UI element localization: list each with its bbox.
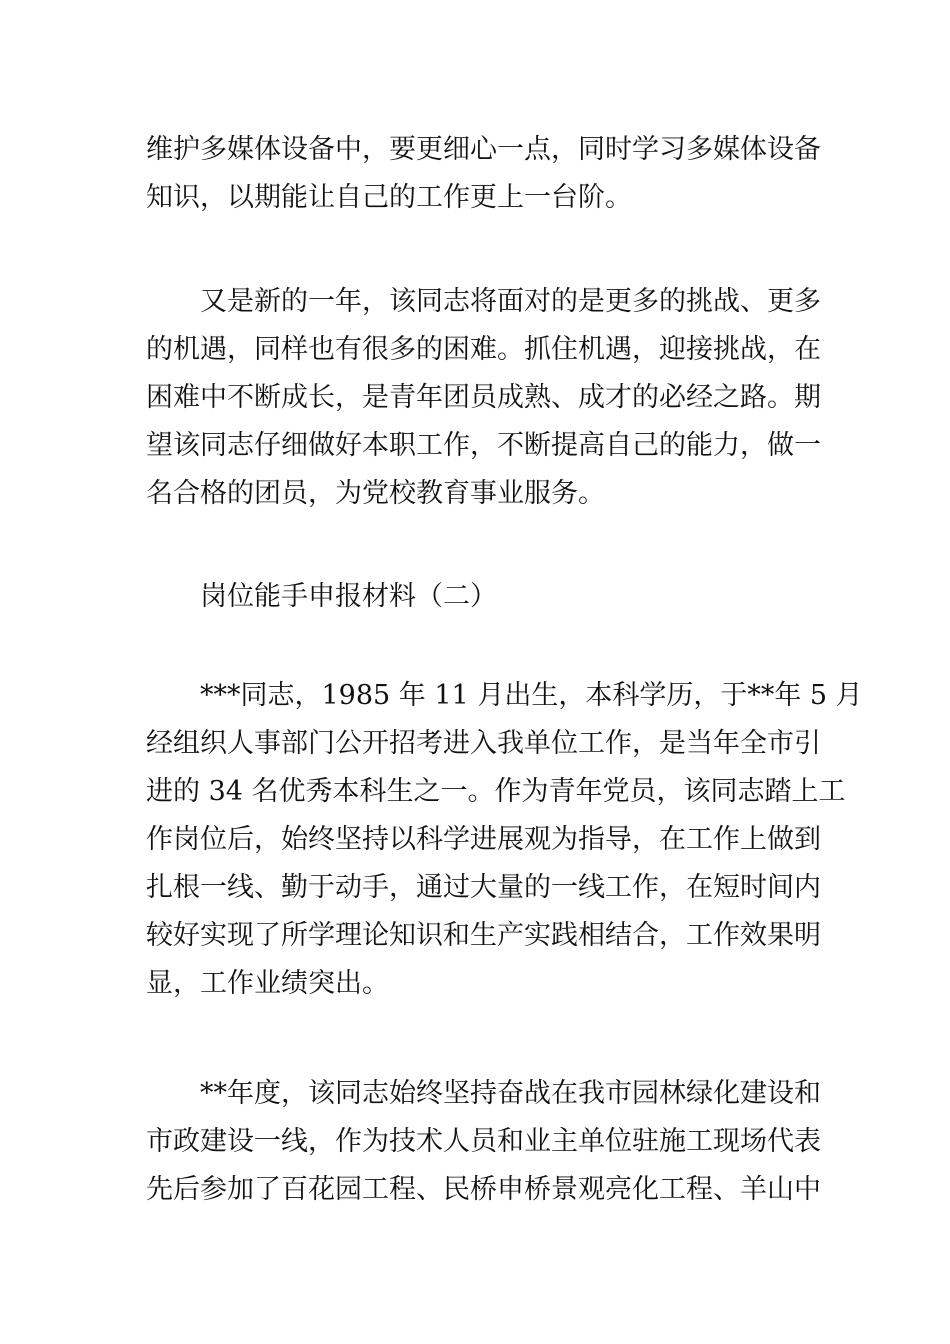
text-line: 知识，以期能让自己的工作更上一台阶。 — [146, 182, 632, 213]
text-line: **年度，该同志始终坚持奋战在我市园林绿化建设和 — [200, 1078, 821, 1109]
text-line: 作岗位后，始终坚持以科学进展观为指导，在工作上做到 — [146, 824, 821, 855]
text-line: 困难中不断成长，是青年团员成熟、成才的必经之路。期 — [146, 382, 821, 413]
text-line: 名合格的团员，为党校教育事业服务。 — [146, 478, 605, 509]
paragraph-annual-work — [146, 1070, 821, 1214]
paragraph-profile — [146, 672, 863, 1008]
text-line: 望该同志仔细做好本职工作，不断提高自己的能力，做一 — [146, 430, 821, 461]
text-line: 又是新的一年，该同志将面对的是更多的挑战、更多 — [200, 286, 821, 317]
text-line: 进的 34 名优秀本科生之一。作为青年党员，该同志踏上工 — [146, 776, 846, 807]
text-line: 较好实现了所学理论知识和生产实践相结合，工作效果明 — [146, 920, 821, 951]
paragraph-new-year — [146, 278, 821, 518]
text-line: 显，工作业绩突出。 — [146, 968, 389, 999]
text-line: 经组织人事部门公开招考进入我单位工作，是当年全市引 — [146, 728, 821, 759]
heading-text: 岗位能手申报材料（二） — [200, 581, 497, 612]
text-line: 维护多媒体设备中，要更细心一点，同时学习多媒体设备 — [146, 134, 821, 165]
text-line: 的机遇，同样也有很多的困难。抓住机遇，迎接挑战，在 — [146, 334, 821, 365]
text-line: 市政建设一线，作为技术人员和业主单位驻施工现场代表 — [146, 1126, 821, 1157]
text-line: ***同志，1985 年 11 月出生，本科学历，于**年 5 月 — [200, 680, 863, 711]
paragraph-continuation — [146, 126, 821, 222]
section-heading — [146, 573, 806, 621]
text-line: 扎根一线、勤于动手，通过大量的一线工作，在短时间内 — [146, 872, 821, 903]
text-line: 先后参加了百花园工程、民桥申桥景观亮化工程、羊山中 — [146, 1174, 821, 1205]
